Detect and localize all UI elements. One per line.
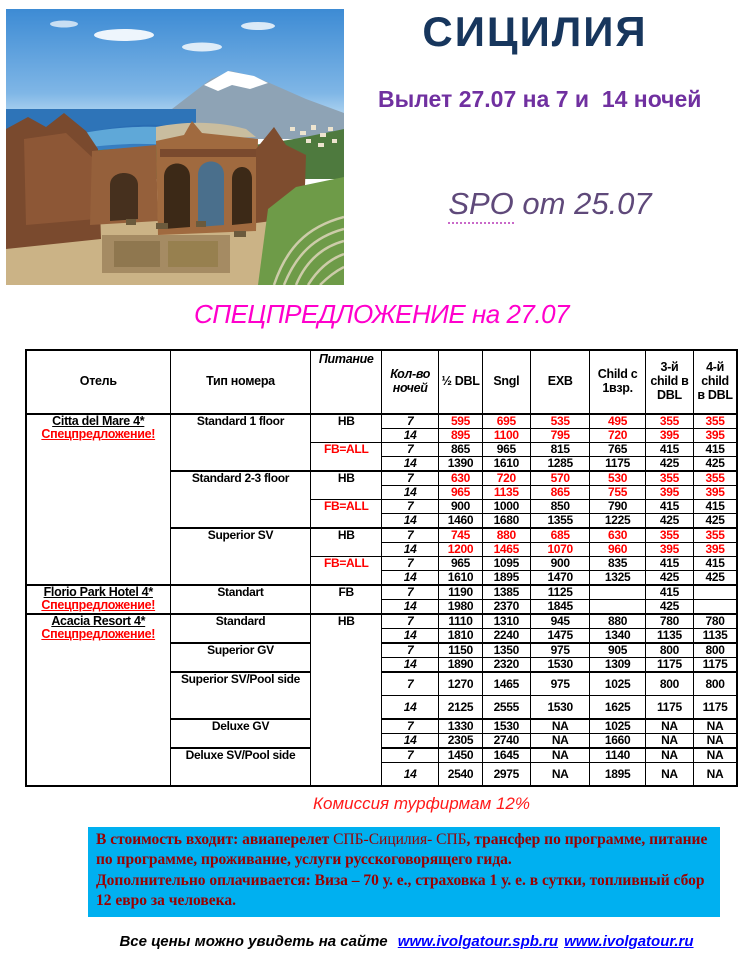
nights-cell: 14	[381, 696, 438, 720]
room-type-cell: Superior SV	[170, 528, 311, 585]
price-cell: 415	[645, 500, 693, 514]
price-cell: 975	[530, 672, 589, 696]
price-cell: 865	[530, 486, 589, 500]
page-title: СИЦИЛИЯ	[422, 8, 648, 55]
room-type-cell: Standard 1 floor	[170, 414, 311, 471]
price-cell: 685	[530, 528, 589, 543]
nights-cell: 7	[381, 643, 438, 658]
nights-cell: 7	[381, 672, 438, 696]
nights-cell: 14	[381, 763, 438, 787]
price-cell: 1330	[439, 719, 482, 734]
price-cell: 850	[530, 500, 589, 514]
price-cell: NA	[645, 748, 693, 763]
price-cell: 720	[482, 471, 530, 486]
price-cell: 815	[530, 443, 589, 457]
price-cell: 395	[645, 429, 693, 443]
special-offer-heading: СПЕЦПРЕДЛОЖЕНИЕ на 27.07	[193, 299, 570, 329]
price-cell: 1100	[482, 429, 530, 443]
price-cell: 1890	[439, 658, 482, 673]
nights-cell: 7	[381, 585, 438, 600]
price-cell: 415	[645, 557, 693, 571]
price-cell: 1610	[482, 457, 530, 472]
price-cell: 1175	[645, 696, 693, 720]
price-cell: 595	[439, 414, 482, 429]
price-cell: 2370	[482, 600, 530, 615]
price-cell: 905	[590, 643, 645, 658]
price-cell: NA	[694, 748, 737, 763]
price-cell: 1350	[482, 643, 530, 658]
price-cell: NA	[530, 748, 589, 763]
price-cell: 1310	[482, 614, 530, 629]
price-cell: 425	[694, 457, 737, 472]
price-cell: 1340	[590, 629, 645, 644]
price-cell: 800	[694, 672, 737, 696]
price-cell: 1070	[530, 543, 589, 557]
price-cell: 2125	[439, 696, 482, 720]
room-type-cell: Standard 2-3 floor	[170, 471, 311, 528]
price-cell: 880	[482, 528, 530, 543]
nights-cell: 7	[381, 614, 438, 629]
price-cell: 355	[645, 414, 693, 429]
price-table-wrapper	[25, 349, 738, 787]
price-cell: NA	[645, 763, 693, 787]
price-cell: 1175	[694, 658, 737, 673]
column-header: 3-й child в DBL	[645, 350, 693, 414]
price-cell: NA	[530, 763, 589, 787]
price-cell: NA	[694, 734, 737, 749]
price-row	[26, 414, 737, 429]
price-cell: 780	[645, 614, 693, 629]
price-cell	[590, 585, 645, 600]
price-cell: 570	[530, 471, 589, 486]
meal-plan-cell: FB=ALL	[311, 443, 381, 472]
price-cell: 495	[590, 414, 645, 429]
price-cell: 355	[694, 471, 737, 486]
price-cell: 425	[645, 571, 693, 586]
price-cell: 1095	[482, 557, 530, 571]
price-cell: 965	[482, 443, 530, 457]
price-cell: 975	[530, 643, 589, 658]
price-cell: 900	[530, 557, 589, 571]
column-header: Питание	[311, 350, 381, 414]
price-row	[26, 585, 737, 600]
price-cell: 1465	[482, 672, 530, 696]
price-cell	[694, 600, 737, 615]
price-cell: 755	[590, 486, 645, 500]
spo-word: SPO	[448, 186, 513, 224]
meal-plan-cell: FB	[311, 585, 381, 614]
price-cell: 1025	[590, 672, 645, 696]
nights-cell: 14	[381, 629, 438, 644]
room-type-cell: Standart	[170, 585, 311, 614]
price-cell: 1530	[530, 696, 589, 720]
price-cell: 1680	[482, 514, 530, 529]
price-cell: 530	[590, 471, 645, 486]
nights-cell: 7	[381, 748, 438, 763]
hotel-cell	[26, 614, 170, 786]
column-header: Тип номера	[170, 350, 311, 414]
price-cell: 355	[694, 414, 737, 429]
hotel-promo-label: Спецпредложение!	[41, 627, 156, 642]
price-cell: NA	[694, 719, 737, 734]
price-cell: 1610	[439, 571, 482, 586]
room-type-cell: Deluxe SV/Pool side	[170, 748, 311, 786]
price-cell: NA	[694, 763, 737, 787]
nights-cell: 14	[381, 600, 438, 615]
nights-cell: 7	[381, 443, 438, 457]
price-cell: 1150	[439, 643, 482, 658]
price-cell: 2240	[482, 629, 530, 644]
column-header: EXB	[530, 350, 589, 414]
hotel-name: Acacia Resort 4*	[51, 614, 146, 628]
price-cell: 1125	[530, 585, 589, 600]
price-cell: 2305	[439, 734, 482, 749]
price-cell: 800	[645, 672, 693, 696]
price-cell: 425	[645, 514, 693, 529]
flight-dates-line: Вылет 27.07 на 7 и 14 ночей	[378, 86, 702, 112]
destination-photo	[6, 9, 344, 285]
price-cell: 1530	[482, 719, 530, 734]
price-cell: 2540	[439, 763, 482, 787]
price-cell: 1810	[439, 629, 482, 644]
price-cell: 1200	[439, 543, 482, 557]
price-cell: 1325	[590, 571, 645, 586]
price-cell: 1470	[530, 571, 589, 586]
info-route: СПБ-Сицилия- СПБ	[333, 831, 467, 848]
website-link-spb[interactable]: www.ivolgatour.spb.ru	[397, 933, 559, 950]
hotel-name: Citta del Mare 4*	[52, 414, 145, 428]
price-cell: 1460	[439, 514, 482, 529]
hotel-cell	[26, 414, 170, 585]
price-cell	[694, 585, 737, 600]
price-cell: 1475	[530, 629, 589, 644]
info-included-label: В стоимость входит: авиаперелет	[96, 831, 334, 848]
column-header: Кол-во ночей	[381, 350, 438, 414]
price-cell: 395	[645, 543, 693, 557]
price-cell: 395	[694, 543, 737, 557]
price-cell: 355	[694, 528, 737, 543]
price-cell: 800	[645, 643, 693, 658]
price-cell: 425	[694, 571, 737, 586]
nights-cell: 14	[381, 486, 438, 500]
price-cell: 900	[439, 500, 482, 514]
price-cell: 415	[645, 585, 693, 600]
nights-cell: 7	[381, 500, 438, 514]
hotel-name: Florio Park Hotel 4*	[43, 585, 153, 599]
price-cell: 1270	[439, 672, 482, 696]
column-header: Child с 1взр.	[590, 350, 645, 414]
price-cell: 1025	[590, 719, 645, 734]
nights-cell: 14	[381, 734, 438, 749]
website-link-ru[interactable]: www.ivolgatour.ru	[564, 933, 694, 950]
price-cell: 395	[694, 486, 737, 500]
price-cell: 1110	[439, 614, 482, 629]
price-cell: 1625	[590, 696, 645, 720]
price-cell: 415	[694, 557, 737, 571]
price-cell: 945	[530, 614, 589, 629]
price-cell: 355	[645, 471, 693, 486]
price-cell: 1175	[645, 658, 693, 673]
price-cell: NA	[530, 719, 589, 734]
price-cell: 1140	[590, 748, 645, 763]
nights-cell: 14	[381, 514, 438, 529]
nights-cell: 7	[381, 471, 438, 486]
price-cell: 1175	[694, 696, 737, 720]
price-cell: 1845	[530, 600, 589, 615]
price-cell: 425	[645, 600, 693, 615]
price-cell: 1190	[439, 585, 482, 600]
price-cell: 765	[590, 443, 645, 457]
price-cell: 960	[590, 543, 645, 557]
room-type-cell: Standard	[170, 614, 311, 643]
spo-rest: от 25.07	[513, 186, 652, 221]
nights-cell: 7	[381, 557, 438, 571]
taormina-theatre-etna-illustration	[6, 9, 344, 285]
price-cell: 800	[694, 643, 737, 658]
price-cell: 1135	[645, 629, 693, 644]
price-cell: 895	[439, 429, 482, 443]
price-cell: 415	[645, 443, 693, 457]
price-cell: 965	[439, 486, 482, 500]
meal-plan-cell: HB	[311, 528, 381, 557]
price-cell: 535	[530, 414, 589, 429]
price-cell: NA	[530, 734, 589, 749]
price-cell: 1135	[694, 629, 737, 644]
price-cell: 865	[439, 443, 482, 457]
footer-label: Все цены можно увидеть на сайте	[119, 933, 392, 950]
meal-plan-cell: HB	[311, 414, 381, 443]
price-table	[25, 349, 738, 787]
price-cell: 1309	[590, 658, 645, 673]
nights-cell: 7	[381, 528, 438, 543]
footer-line	[50, 933, 755, 950]
nights-cell: 14	[381, 429, 438, 443]
price-cell: 1465	[482, 543, 530, 557]
price-cell: 835	[590, 557, 645, 571]
price-cell: 1450	[439, 748, 482, 763]
table-header	[26, 350, 737, 414]
info-included-line	[96, 830, 712, 871]
commission-note: Комиссия турфирмам 12%	[312, 794, 530, 813]
price-cell: 630	[590, 528, 645, 543]
price-cell: 1980	[439, 600, 482, 615]
price-cell: 1660	[590, 734, 645, 749]
price-cell: 2740	[482, 734, 530, 749]
nights-cell: 7	[381, 719, 438, 734]
price-cell: 415	[694, 443, 737, 457]
price-cell: NA	[645, 719, 693, 734]
meal-plan-cell: HB	[311, 614, 381, 786]
price-cell: 720	[590, 429, 645, 443]
column-header: Отель	[26, 350, 170, 414]
price-cell: 415	[694, 500, 737, 514]
price-cell: 965	[439, 557, 482, 571]
price-cell: 395	[694, 429, 737, 443]
price-cell: 780	[694, 614, 737, 629]
meal-plan-cell: FB=ALL	[311, 500, 381, 529]
price-cell: 395	[645, 486, 693, 500]
nights-cell: 14	[381, 457, 438, 472]
price-cell: 1895	[482, 571, 530, 586]
nights-cell: 14	[381, 543, 438, 557]
price-cell: 1135	[482, 486, 530, 500]
price-cell: 630	[439, 471, 482, 486]
room-type-cell: Deluxe GV	[170, 719, 311, 748]
price-cell: NA	[645, 734, 693, 749]
meal-plan-cell: FB=ALL	[311, 557, 381, 586]
price-cell: 355	[645, 528, 693, 543]
hotel-promo-label: Спецпредложение!	[41, 427, 156, 442]
info-included-rest: , трансфер по программе, питание по программе, проживание, услуги русскоговорящего гида.	[96, 831, 708, 869]
price-cell: 1530	[530, 658, 589, 673]
price-cell: 1645	[482, 748, 530, 763]
spo-line	[345, 186, 755, 222]
info-extra-line: Дополнительно оплачивается: Виза – 70 у. е., страховка 1 у. е. в сутки, топливный сбор 12 евро за человека.	[96, 871, 705, 910]
price-cell: 1000	[482, 500, 530, 514]
price-cell: 790	[590, 500, 645, 514]
price-cell: 1385	[482, 585, 530, 600]
price-cell: 695	[482, 414, 530, 429]
hotel-promo-label: Спецпредложение!	[41, 598, 156, 613]
price-cell: 880	[590, 614, 645, 629]
price-cell	[590, 600, 645, 615]
nights-cell: 14	[381, 571, 438, 586]
price-cell: 795	[530, 429, 589, 443]
price-cell: 2320	[482, 658, 530, 673]
price-cell: 1355	[530, 514, 589, 529]
column-header: Sngl	[482, 350, 530, 414]
column-header: ½ DBL	[439, 350, 482, 414]
hotel-cell	[26, 585, 170, 614]
price-row	[26, 614, 737, 629]
meal-plan-cell: HB	[311, 471, 381, 500]
price-cell: 1175	[590, 457, 645, 472]
info-box	[88, 827, 720, 917]
nights-cell: 14	[381, 658, 438, 673]
price-cell: 425	[694, 514, 737, 529]
column-header: 4-й child в DBL	[694, 350, 737, 414]
price-cell: 1895	[590, 763, 645, 787]
room-type-cell: Superior GV	[170, 643, 311, 672]
price-cell: 425	[645, 457, 693, 472]
room-type-cell: Superior SV/Pool side	[170, 672, 311, 719]
nights-cell: 7	[381, 414, 438, 429]
price-cell: 1390	[439, 457, 482, 472]
price-cell: 2555	[482, 696, 530, 720]
price-cell: 1225	[590, 514, 645, 529]
price-cell: 2975	[482, 763, 530, 787]
price-cell: 1285	[530, 457, 589, 472]
price-cell: 745	[439, 528, 482, 543]
